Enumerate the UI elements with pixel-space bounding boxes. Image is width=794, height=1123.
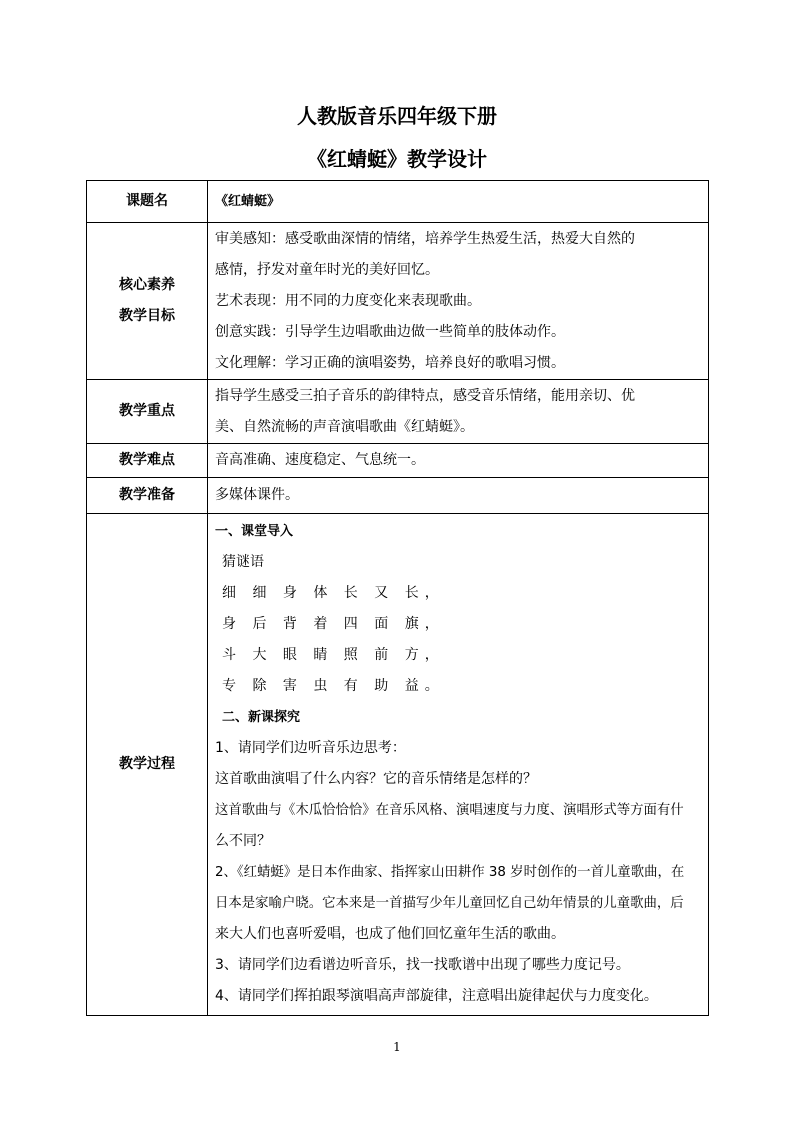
riddle-title: 猜谜语: [222, 554, 264, 570]
goals-line: 文化理解：学习正确的演唱姿势，培养良好的歌唱习惯。: [215, 354, 565, 371]
process-label: 教学过程: [87, 514, 208, 1016]
key-points-content: [208, 380, 709, 444]
riddle-line: 细 细 身 体 长 又 长，: [222, 585, 445, 601]
goals-label: [87, 223, 208, 380]
riddle-line: 身 后 背 着 四 面 旗，: [222, 616, 445, 632]
goals-label-line2: 教学目标: [119, 308, 175, 324]
process-line: 2、《红蜻蜓》是日本作曲家、指挥家山田耕作 38 岁时创作的一首儿童歌曲，在: [215, 865, 685, 880]
table-row-key-points: [87, 380, 709, 444]
table-row-topic: [87, 181, 709, 223]
goals-line: 审美感知：感受歌曲深情的情绪，培养学生热爱生活，热爱大自然的: [215, 230, 635, 247]
preparation-value: 多媒体课件。: [208, 478, 709, 514]
process-line: 3、请同学们边看谱边听音乐，找一找歌谱中出现了哪些力度记号。: [215, 957, 630, 973]
table-row-goals: [87, 223, 709, 380]
riddle-line: 斗 大 眼 睛 照 前 方，: [222, 647, 445, 663]
table-row-difficulties: [87, 444, 709, 478]
process-line: 这首歌曲演唱了什么内容？它的音乐情绪是怎样的？: [215, 771, 537, 787]
topic-value-text: 《红蜻蜓》: [215, 194, 281, 209]
goals-label-line1: 核心素养: [119, 277, 175, 293]
topic-value: [208, 181, 709, 223]
key-points-line: 美、自然流畅的声音演唱歌曲《红蜻蜓》。: [215, 418, 474, 435]
process-line: 这首歌曲与《木瓜恰恰恰》在音乐风格、演唱速度与力度、演唱形式等方面有什: [215, 803, 684, 818]
difficulties-value: 音高准确、速度稳定、气息统一。: [208, 444, 709, 478]
preparation-label: 教学准备: [87, 478, 208, 514]
process-line: 来大人们也喜听爱唱，也成了他们回忆童年生活的歌曲。: [215, 926, 565, 942]
process-line: 4、请同学们挥拍跟琴演唱高声部旋律，注意唱出旋律起伏与力度变化。: [215, 988, 658, 1004]
process-content: [208, 514, 709, 1016]
section1-heading: 一、课堂导入: [215, 524, 294, 539]
goals-content: [208, 223, 709, 380]
goals-line: 艺术表现：用不同的力度变化来表现歌曲。: [215, 292, 481, 309]
process-line: 么不同？: [215, 833, 271, 849]
section2-heading: 二、新课探究: [222, 710, 301, 725]
difficulties-label: 教学难点: [87, 444, 208, 478]
document-subtitle: 《红蜻蜓》教学设计: [307, 147, 487, 171]
topic-label: 课题名: [87, 181, 208, 223]
table-row-preparation: [87, 478, 709, 514]
lesson-plan-table: [86, 180, 709, 1016]
process-line: 1、请同学们边听音乐边思考：: [215, 740, 406, 756]
table-row-process: [87, 514, 709, 1016]
document-title: 人教版音乐四年级下册: [297, 104, 497, 128]
goals-line: 感情，抒发对童年时光的美好回忆。: [215, 261, 439, 278]
process-line: 日本是家喻户晓。它本来是一首描写少年儿童回忆自己幼年情景的儿童歌曲，后: [215, 896, 684, 911]
key-points-label: 教学重点: [87, 380, 208, 444]
page-number: 1: [393, 1040, 401, 1054]
goals-line: 创意实践：引导学生边唱歌曲边做一些简单的肢体动作。: [215, 323, 565, 340]
key-points-line: 指导学生感受三拍子音乐的韵律特点，感受音乐情绪，能用亲切、优: [215, 387, 635, 404]
riddle-line: 专 除 害 虫 有 助 益。: [222, 678, 445, 694]
